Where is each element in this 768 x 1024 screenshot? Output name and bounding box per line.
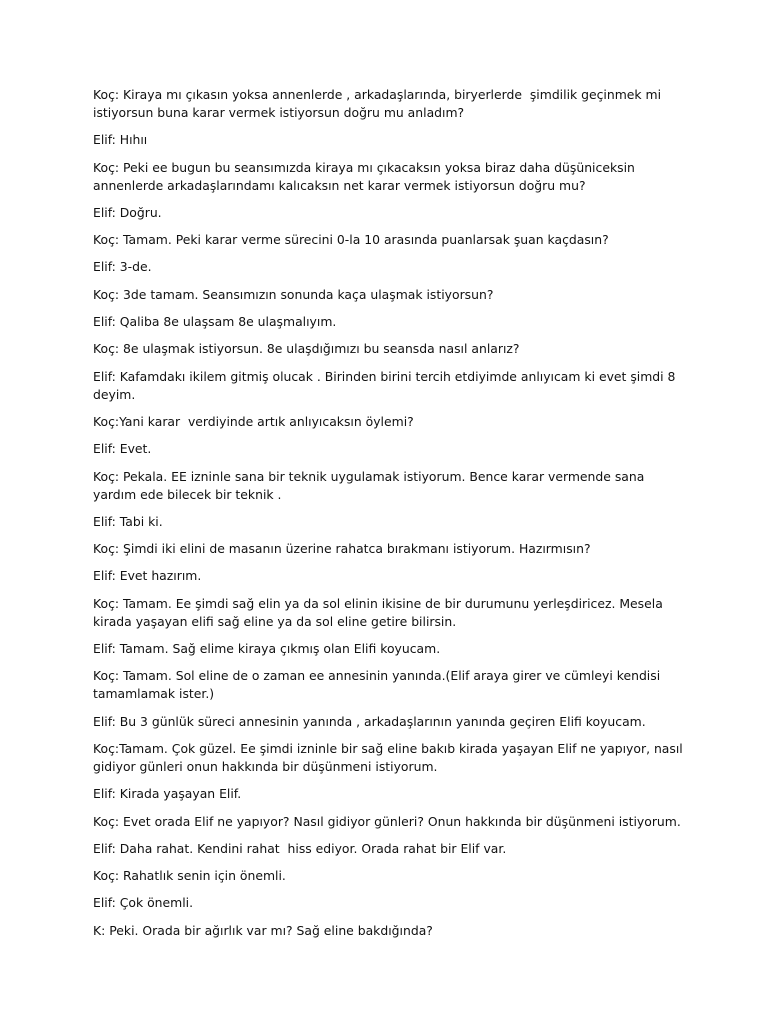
dialogue-paragraph: Elif: Evet hazırım. (93, 568, 202, 584)
dialogue-paragraph: Koç: Tamam. Peki karar verme sürecini 0-la 10 arasında puanlarsak şuan kaçdasın? (93, 232, 609, 248)
dialogue-paragraph: Elif: Çok önemli. (93, 895, 194, 911)
dialogue-paragraph: Elif: Kafamdakı ikilem gitmiş olucak . Birinden birini tercih etdiyimde anlıyıcam ki evet şimdi 8 deyim. (93, 368, 680, 402)
dialogue-paragraph: Koç: Kiraya mı çıkasın yoksa annenlerde , arkadaşlarında, biryerlerde şimdilik geçinmek mi istiyorsun buna karar vermek istiyorsun doğru mu anladım? (93, 87, 665, 120)
dialogue-paragraph: Elif: Bu 3 günlük süreci annesinin yanında , arkadaşlarının yanında geçiren Elifi koyucam. (93, 713, 646, 729)
document-body (93, 86, 687, 949)
dialogue-paragraph: Koç: Evet orada Elif ne yapıyor? Nasıl gidiyor günleri? Onun hakkında bir düşünmeni istiyorum. (93, 813, 681, 829)
dialogue-paragraph: Koç: Tamam. Ee şimdi sağ elin ya da sol elinin ikisine de bir durumunu yerleşdiricez. Mesela kirada yaşayan elifi sağ eline ya da sol eline getire bilirsin. (93, 595, 667, 629)
dialogue-paragraph: Elif: Kirada yaşayan Elif. (93, 786, 242, 802)
dialogue-paragraph: Koç: Rahatlık senin için önemli. (93, 868, 286, 884)
dialogue-paragraph: Elif: Qaliba 8e ulaşsam 8e ulaşmalıyım. (93, 314, 337, 330)
dialogue-paragraph: K: Peki. Orada bir ağırlık var mı? Sağ eline bakdığında? (93, 922, 433, 938)
dialogue-paragraph: Elif: Doğru. (93, 204, 162, 220)
dialogue-paragraph: Koç: 3de tamam. Seansımızın sonunda kaça ulaşmak istiyorsun? (93, 286, 494, 302)
dialogue-paragraph: Elif: Tamam. Sağ elime kiraya çıkmış olan Elifi koyucam. (93, 641, 441, 657)
dialogue-paragraph: Koç:Yani karar verdiyinde artık anlıyıcaksın öylemi? (93, 413, 414, 429)
dialogue-paragraph: Elif: Evet. (93, 441, 152, 457)
dialogue-paragraph: Elif: Daha rahat. Kendini rahat hiss ediyor. Orada rahat bir Elif var. (93, 840, 507, 856)
dialogue-paragraph: Koç: Tamam. Sol eline de o zaman ee annesinin yanında.(Elif araya girer ve cümleyi kendisi tamamlamak ister.) (93, 668, 665, 702)
dialogue-paragraph: Koç: Pekala. EE izninle sana bir teknik uygulamak istiyorum. Bence karar vermende sana yardım ede bilecek bir teknik . (93, 468, 649, 502)
dialogue-paragraph: Elif: 3-de. (93, 259, 152, 275)
dialogue-paragraph: Koç:Tamam. Çok güzel. Ee şimdi izninle bir sağ eline bakıb kirada yaşayan Elif ne yapıyor, nasıl gidiyor günleri onun hakkında bir düşünmeni istiyorum. (93, 740, 687, 774)
dialogue-paragraph: Koç: Peki ee bugun bu seansımızda kiraya mı çıkacaksın yoksa biraz daha düşüniceksin annenlerde arkadaşlarındamı kalıcaksın net karar vermek istiyorsun doğru mu? (93, 159, 639, 193)
dialogue-paragraph: Elif: Tabi ki. (93, 513, 163, 529)
dialogue-paragraph: Elif: Hıhıı (93, 132, 148, 148)
dialogue-paragraph: Koç: 8e ulaşmak istiyorsun. 8e ulaşdığımızı bu seansda nasıl anlarız? (93, 341, 520, 357)
dialogue-paragraph: Koç: Şimdi iki elini de masanın üzerine rahatca bırakmanı istiyorum. Hazırmısın? (93, 541, 591, 557)
